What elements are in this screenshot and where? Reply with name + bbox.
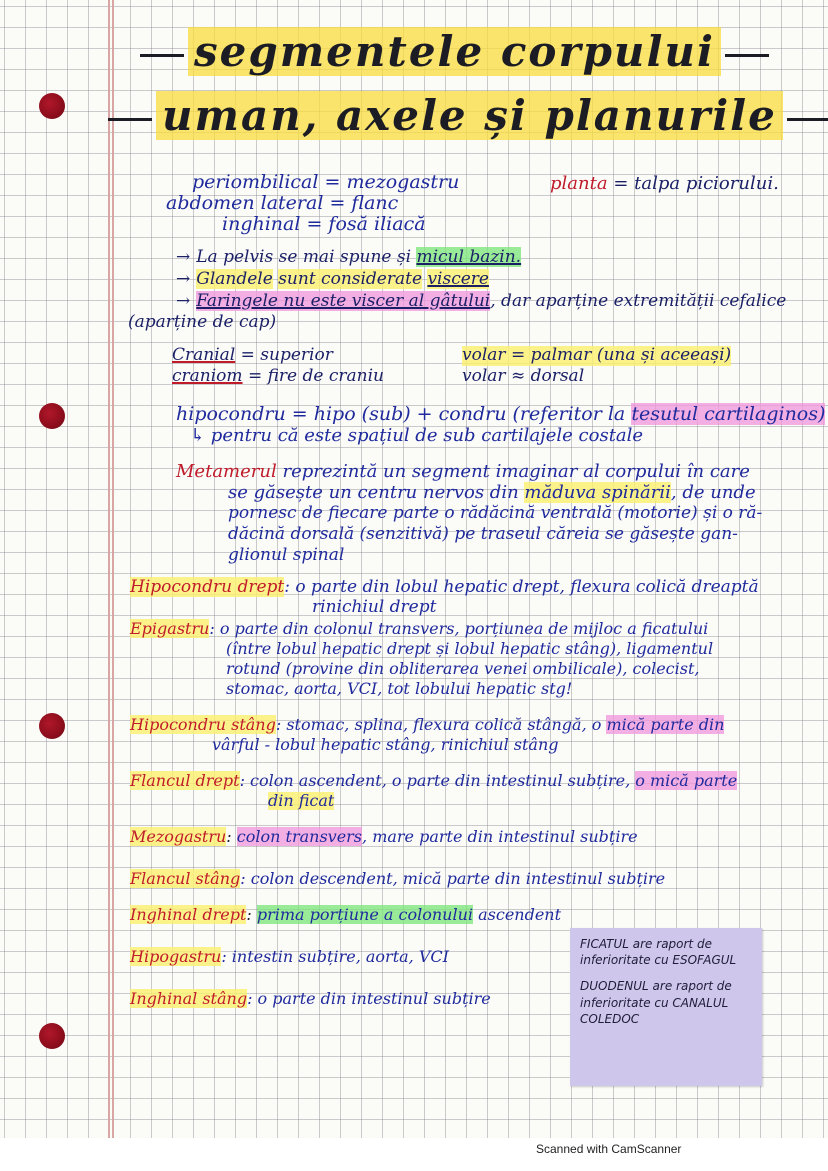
sticky-note-duoden: DUODENUL are raport de inferioritate cu CANALUL COLEDOC xyxy=(580,979,732,1026)
region-hipocondru-drept: Hipocondru drept: o parte din lobul hepatic drept, flexura colică dreaptă xyxy=(130,577,759,597)
region-epigastru-l3: rotund (provine din obliterarea venei ombilicale), colecist, xyxy=(226,659,700,678)
punch-hole xyxy=(39,403,65,429)
punch-hole xyxy=(39,93,65,119)
region-epigastru-l4: stomac, aorta, VCI, tot lobului hepatic stg! xyxy=(226,679,573,698)
note-glande: → Glandele sunt considerate viscere xyxy=(176,269,489,289)
term-planta xyxy=(550,174,779,195)
region-hipocondru-drept-cont: rinichiul drept xyxy=(312,597,437,617)
pair-cranial: Cranial = superior xyxy=(172,345,333,365)
scanner-watermark: Scanned with CamScanner xyxy=(536,1142,682,1156)
metamerul-line5: glionul spinal xyxy=(228,545,345,565)
term-abdomen-lateral: abdomen lateral = flanc xyxy=(166,192,399,214)
sticky-note-ficat: FICATUL are raport de inferioritate cu ESOFAGUL xyxy=(580,937,737,968)
region-flancul-drept: Flancul drept: colon ascendent, o parte din intestinul subțire, o mică parte xyxy=(130,771,738,790)
term-planta-word: planta xyxy=(550,173,608,194)
pair-volar-dorsal: volar ≈ dorsal xyxy=(462,366,585,386)
term-planta-def: = talpa piciorului. xyxy=(613,173,779,194)
metamerul-line4: dăcină dorsală (senzitivă) pe traseul căreia se găsește gan- xyxy=(228,524,738,544)
punch-hole xyxy=(39,1023,65,1049)
region-hipocondru-stang-cont: vârful - lobul hepatic stâng, rinichiul stâng xyxy=(212,735,559,754)
margin-line xyxy=(108,0,110,1138)
hipocondru-definition: hipocondru = hipo (sub) + condru (referitor la tesutul cartilaginos) xyxy=(176,403,826,425)
metamerul-line1: Metamerul reprezintă un segment imaginar al corpului în care xyxy=(176,461,750,482)
region-epigastru: Epigastru: o parte din colonul transvers, porțiunea de mijloc a ficatului xyxy=(130,619,709,638)
note-pelvis: → La pelvis se mai spune și micul bazin. xyxy=(176,247,522,267)
term-inghinal: inghinal = fosă iliacă xyxy=(222,213,426,235)
region-flancul-stang: Flancul stâng: colon descendent, mică parte din intestinul subțire xyxy=(130,869,666,888)
region-hipocondru-stang: Hipocondru stâng: stomac, splina, flexura colică stângă, o mică parte din xyxy=(130,715,725,734)
margin-line-2 xyxy=(112,0,114,1138)
region-inghinal-stang: Inghinal stâng: o parte din intestinul subțire xyxy=(130,989,491,1008)
punch-hole xyxy=(39,713,65,739)
pair-volar: volar = palmar (una și aceeași) xyxy=(462,345,732,365)
term-periombilical: periombilical = mezogastru xyxy=(192,171,460,193)
metamerul-line2: se găsește un centru nervos din măduva spinării, de unde xyxy=(228,482,756,503)
page-title-line1: segmentele corpului xyxy=(136,28,773,76)
region-inghinal-drept: Inghinal drept: prima porțiune a colonului ascendent xyxy=(130,905,562,924)
region-hipogastru: Hipogastru: intestin subțire, aorta, VCI xyxy=(130,947,449,966)
region-epigastru-l2: (între lobul hepatic drept și lobul hepatic stâng), ligamentul xyxy=(226,639,714,658)
note-faringe-cont: (aparține de cap) xyxy=(128,312,277,332)
pair-craniom: craniom = fire de craniu xyxy=(172,366,384,386)
region-flancul-drept-cont: din ficat xyxy=(268,791,335,810)
region-mezogastru: Mezogastru: colon transvers, mare parte din intestinul subțire xyxy=(130,827,638,846)
note-faringe: → Faringele nu este viscer al gâtului, dar aparține extremității cefalice xyxy=(176,291,787,311)
hipocondru-explanation: ↳ pentru că este spațiul de sub cartilajele costale xyxy=(190,425,644,446)
metamerul-line3: pornesc de fiecare parte o rădăcină ventrală (motorie) și o ră- xyxy=(228,503,763,523)
sticky-note xyxy=(570,928,762,1086)
highlight-micul-bazin: micul bazin. xyxy=(416,247,522,267)
page-title-line2: uman, axele și planurile xyxy=(104,92,828,140)
